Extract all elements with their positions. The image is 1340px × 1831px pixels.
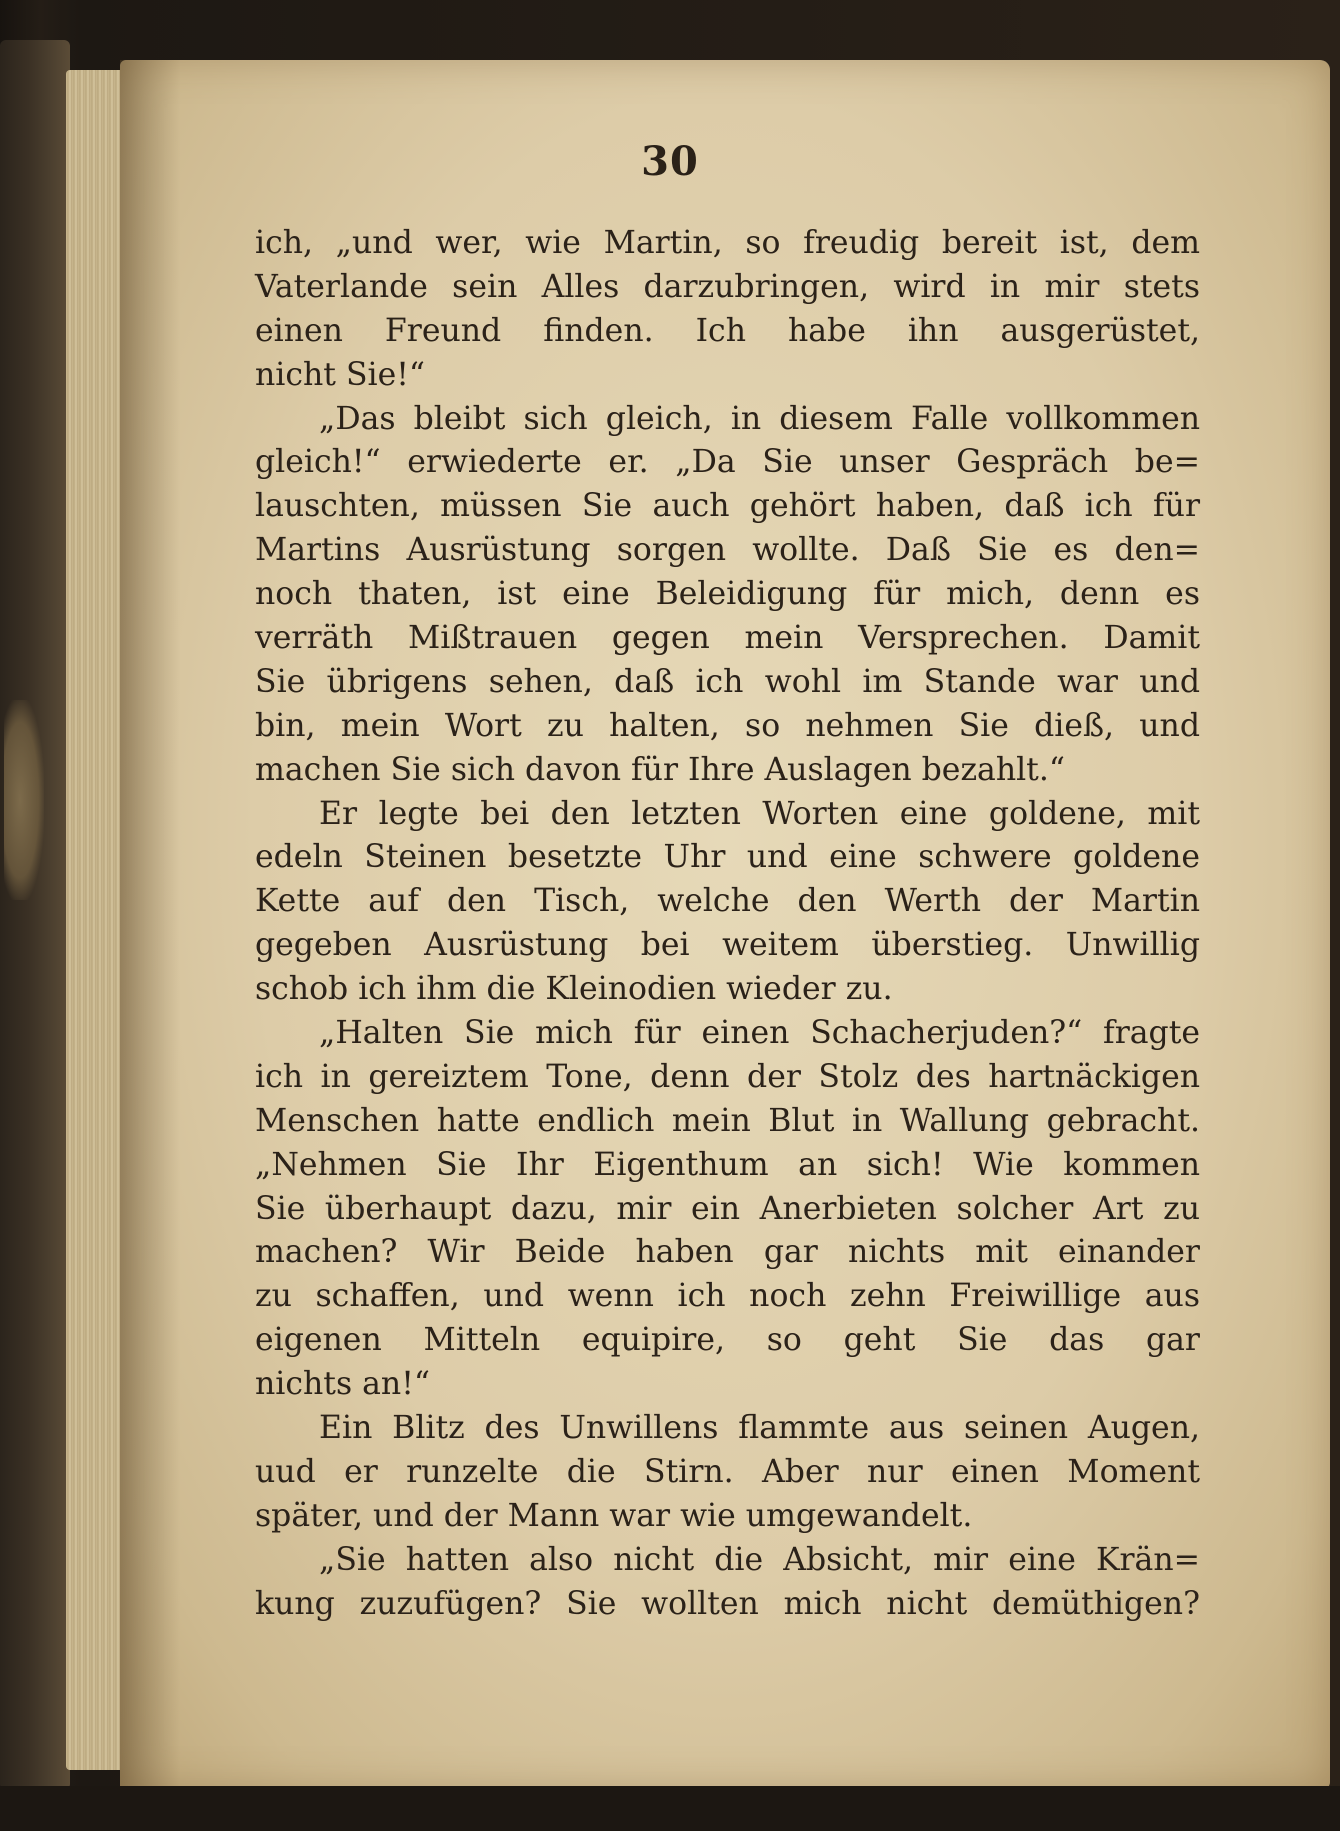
book-cover-edge	[0, 40, 70, 1790]
text-line: nicht Sie!“	[255, 356, 426, 393]
text-line: noch thaten, ist eine Beleidigung für mich, denn es	[255, 576, 1200, 613]
text-line: lauschten, müssen Sie auch gehört haben, daß ich für	[255, 488, 1200, 525]
text-line: Kette auf den Tisch, welche den Werth der Martin	[255, 883, 1200, 920]
text-line: verräth Mißtrauen gegen mein Versprechen. Damit	[255, 620, 1200, 657]
text-line: später, und der Mann war wie umgewandelt.	[255, 1497, 973, 1534]
text-line: einen Freund finden. Ich habe ihn ausgerüstet,	[255, 312, 1200, 349]
text-line: „Nehmen Sie Ihr Eigenthum an sich! Wie kommen	[255, 1146, 1200, 1183]
text-line: gleich!“ erwiederte er. „Da Sie unser Gespräch be=	[255, 444, 1200, 481]
cover-wear-mark	[4, 700, 44, 900]
page-text	[255, 222, 1200, 1627]
text-line: eigenen Mitteln equipire, so geht Sie das gar	[255, 1322, 1200, 1359]
text-line: kung zuzufügen? Sie wollten mich nicht demüthigen?	[255, 1585, 1200, 1622]
binding-bottom	[0, 1786, 1340, 1831]
text-line: „Sie hatten also nicht die Absicht, mir eine Krän=	[319, 1541, 1200, 1578]
text-line: bin, mein Wort zu halten, so nehmen Sie dieß, und	[255, 707, 1200, 744]
text-line: Sie überhaupt dazu, mir ein Anerbieten solcher Art zu	[255, 1190, 1200, 1227]
text-line: Er legte bei den letzten Worten eine goldene, mit	[319, 795, 1200, 832]
text-line: Martins Ausrüstung sorgen wollte. Daß Sie es den=	[255, 532, 1200, 569]
text-line: ich, „und wer, wie Martin, so freudig bereit ist, dem	[255, 225, 1200, 261]
text-line: Ein Blitz des Unwillens flammte aus seinen Augen,	[319, 1410, 1200, 1447]
text-line: „Das bleibt sich gleich, in diesem Falle vollkommen	[319, 400, 1200, 437]
page-number: 30	[641, 138, 699, 185]
text-line: „Halten Sie mich für einen Schacherjuden?“ fragte	[319, 1015, 1200, 1052]
text-line: nichts an!“	[255, 1366, 430, 1403]
text-line: uud er runzelte die Stirn. Aber nur einen Moment	[255, 1453, 1200, 1490]
text-line: ich in gereiztem Tone, denn der Stolz des hartnäckigen	[255, 1058, 1200, 1095]
text-line: edeln Steinen besetzte Uhr und eine schwere goldene	[255, 839, 1200, 876]
text-line: Menschen hatte endlich mein Blut in Wallung gebracht.	[255, 1102, 1200, 1139]
gutter-shadow	[120, 60, 180, 1790]
text-line: machen Sie sich davon für Ihre Auslagen bezahlt.“	[255, 751, 1065, 788]
text-line: gegeben Ausrüstung bei weitem überstieg. Unwillig	[255, 927, 1200, 964]
text-line: zu schaffen, und wenn ich noch zehn Freiwillige aus	[255, 1278, 1200, 1315]
text-line: machen? Wir Beide haben gar nichts mit einander	[255, 1234, 1200, 1271]
text-line: schob ich ihm die Kleinodien wieder zu.	[255, 971, 893, 1008]
text-line: Sie übrigens sehen, daß ich wohl im Stande war und	[255, 663, 1200, 700]
text-line: Vaterlande sein Alles darzubringen, wird in mir stets	[255, 268, 1200, 305]
